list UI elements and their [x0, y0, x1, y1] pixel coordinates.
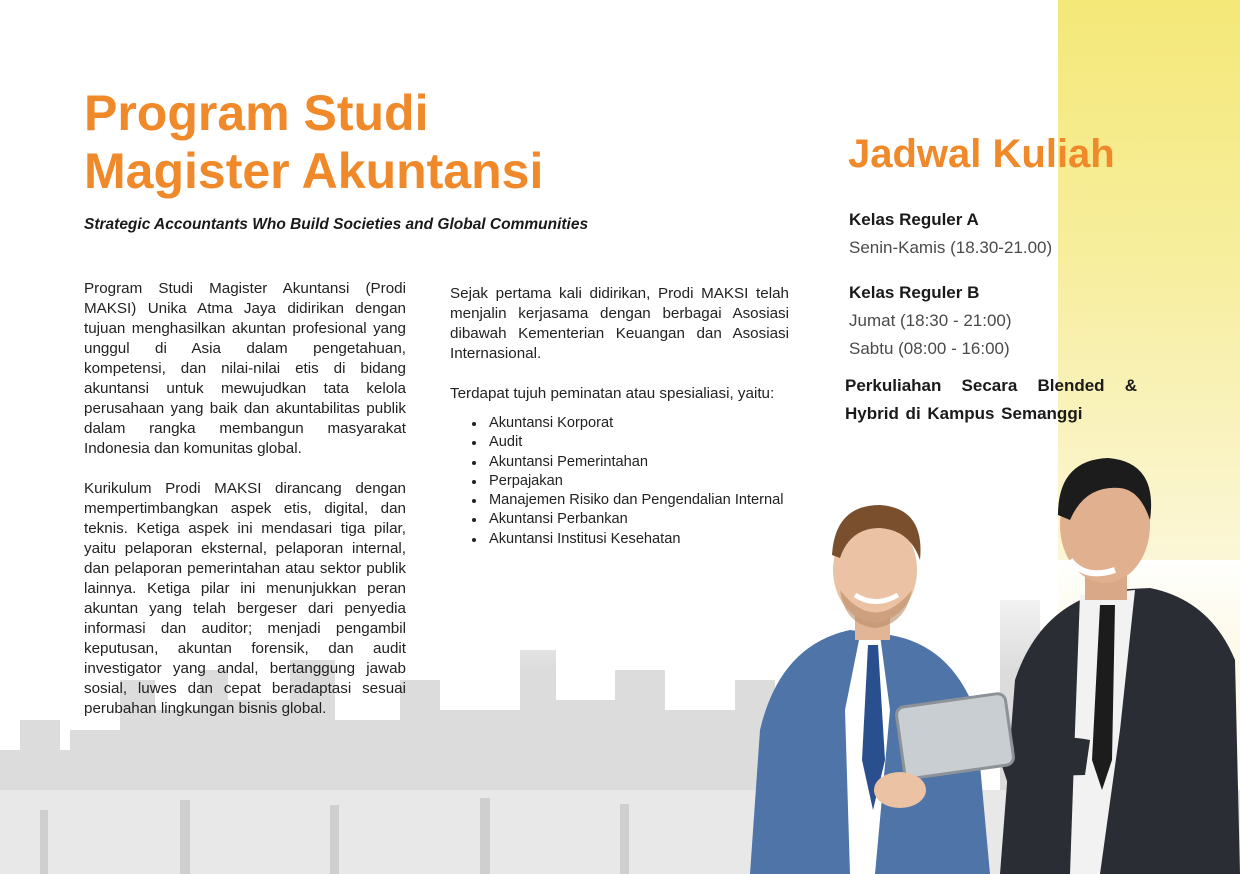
schedule-title: Jadwal Kuliah: [848, 132, 1115, 176]
schedule-block: [849, 206, 1139, 380]
intro-column: [84, 279, 406, 739]
list-item: Akuntansi Perbankan: [472, 510, 789, 529]
blended-note: Perkuliahan Secara Blended & Hybrid di Kampus Semanggi: [845, 376, 1137, 423]
list-item: Akuntansi Pemerintahan: [472, 453, 789, 472]
businessmen-photo: [740, 430, 1240, 874]
list-item: Akuntansi Institusi Kesehatan: [472, 530, 789, 549]
specialization-intro: Terdapat tujuh peminatan atau spesialiasi, yaitu:: [450, 385, 775, 402]
list-item: Audit: [472, 433, 789, 452]
tagline: Strategic Accountants Who Build Societies and Global Communities: [84, 216, 589, 233]
intro-paragraph: Program Studi Magister Akuntansi (Prodi MAKSI) Unika Atma Jaya didirikan dengan tujuan menghasilkan akuntan profesional yang unggul di Asia dalam pengetahuan, kompetensi, dan nilai-nilai etis di bidang akuntansi untuk mewujudkan tata kelola perusahaan yang baik dan akuntabilitas publik dalam rangka membangun masyarakat Indonesia dan komunitas global.: [84, 280, 406, 457]
list-item: Perpajakan: [472, 472, 789, 491]
list-item: Manajemen Risiko dan Pengendalian Internal: [472, 491, 789, 510]
partnership-paragraph: Sejak pertama kali didirikan, Prodi MAKSI telah menjalin kerjasama dengan berbagai Asosiasi dibawah Kementerian Keuangan dan Asosiasi Internasional.: [450, 285, 789, 362]
class-b-group: [849, 279, 1139, 363]
page-title: [84, 84, 543, 200]
partnership-column: [450, 284, 789, 549]
class-a-name: Kelas Reguler A: [849, 210, 979, 229]
title-line-1: Program Studi: [84, 85, 429, 141]
class-b-time-saturday: Sabtu (08:00 - 16:00): [849, 339, 1010, 358]
left-man-figure: [750, 505, 990, 874]
list-item: Akuntansi Korporat: [472, 414, 789, 433]
class-b-time-weekday: Jumat (18:30 - 21:00): [849, 311, 1012, 330]
class-a-time: Senin-Kamis (18.30-21.00): [849, 238, 1053, 257]
class-a-group: [849, 206, 1139, 262]
right-man-figure: [966, 458, 1240, 874]
class-b-name: Kelas Reguler B: [849, 283, 980, 302]
specialization-list: [450, 414, 789, 549]
title-line-2: Magister Akuntansi: [84, 143, 544, 199]
curriculum-paragraph: Kurikulum Prodi MAKSI dirancang dengan mempertimbangkan aspek etis, digital, dan teknis. Ketiga aspek ini mendasari tiga pilar, yaitu pelaporan eksternal, pelaporan internal, dan pelaporan pemerintahan atau sektor publik lainnya. Ketiga pilar ini menunjukkan peran akuntan yang telah bergeser dari penyedia informasi dan auditor; menjadi pengambil keputusan, akuntan forensik, dan audit investigator yang andal, bertanggung jawab sosial, luwes dan cepat beradaptasi sesuai perubahan lingkungan bisnis global.: [84, 480, 406, 717]
